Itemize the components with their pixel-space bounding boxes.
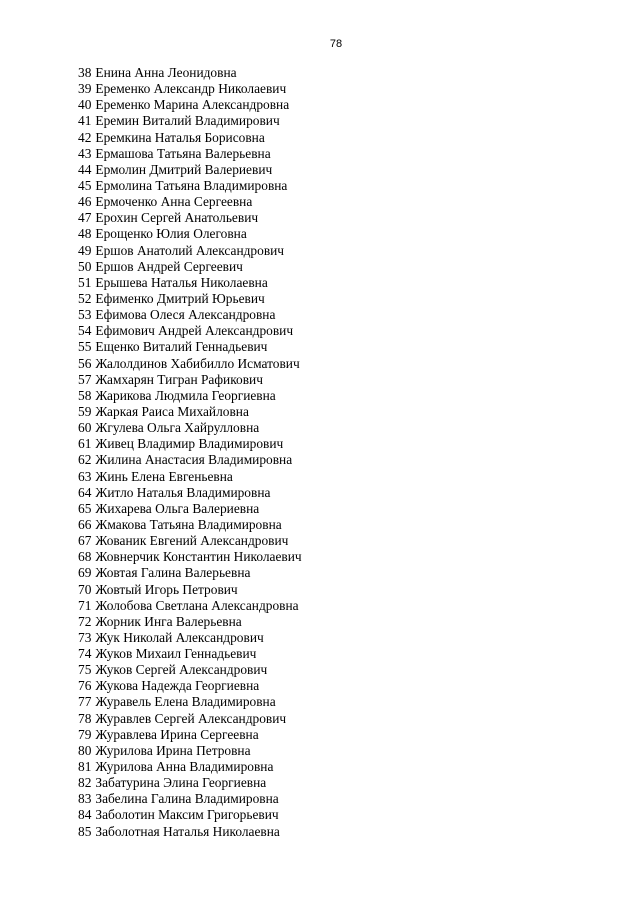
entry-number: 81 bbox=[78, 759, 92, 775]
list-item bbox=[78, 162, 302, 178]
entry-number: 38 bbox=[78, 65, 92, 80]
entry-number: 58 bbox=[78, 387, 92, 403]
list-item bbox=[78, 727, 302, 743]
entry-full-name: Журилова Анна Владимировна bbox=[95, 759, 274, 775]
list-item bbox=[78, 226, 302, 242]
list-item bbox=[78, 275, 302, 291]
entry-full-name: Жовтая Галина Валерьевна bbox=[95, 565, 251, 581]
list-item bbox=[78, 339, 302, 355]
entry-full-name: Ещенко Виталий Геннадьевич bbox=[95, 339, 268, 355]
entry-number: 79 bbox=[78, 726, 92, 742]
list-item bbox=[78, 81, 302, 97]
entry-full-name: Жинь Елена Евгеньевна bbox=[95, 468, 233, 484]
entry-number: 52 bbox=[78, 290, 92, 306]
list-item bbox=[78, 436, 302, 452]
page-number: 78 bbox=[329, 38, 343, 50]
entry-number: 67 bbox=[78, 533, 92, 549]
entry-full-name: Жаркая Раиса Михайловна bbox=[95, 403, 249, 419]
list-item bbox=[78, 630, 302, 646]
list-item bbox=[78, 743, 302, 759]
entry-number: 83 bbox=[78, 791, 92, 807]
list-item bbox=[78, 533, 302, 549]
entry-number: 48 bbox=[78, 226, 92, 242]
list-item bbox=[78, 549, 302, 565]
name-list bbox=[78, 65, 302, 840]
entry-full-name: Ефименко Дмитрий Юрьевич bbox=[95, 290, 265, 306]
entry-number: 40 bbox=[78, 97, 92, 113]
entry-number: 44 bbox=[78, 161, 92, 177]
list-item bbox=[78, 711, 302, 727]
entry-full-name: Забатурина Элина Георгиевна bbox=[95, 775, 267, 791]
entry-number: 68 bbox=[78, 549, 92, 565]
entry-number: 57 bbox=[78, 371, 92, 387]
entry-full-name: Жук Николай Александрович bbox=[95, 629, 264, 645]
list-item bbox=[78, 646, 302, 662]
entry-full-name: Ерощенко Юлия Олеговна bbox=[95, 226, 247, 242]
entry-number: 69 bbox=[78, 565, 92, 581]
list-item bbox=[78, 662, 302, 678]
list-item bbox=[78, 65, 302, 81]
entry-full-name: Жамхарян Тигран Рафикович bbox=[95, 371, 263, 387]
entry-full-name: Енина Анна Леонидовна bbox=[95, 65, 237, 80]
entry-number: 39 bbox=[78, 81, 92, 97]
entry-number: 55 bbox=[78, 339, 92, 355]
entry-number: 51 bbox=[78, 274, 92, 290]
list-item bbox=[78, 614, 302, 630]
entry-full-name: Ермашова Татьяна Валерьевна bbox=[95, 145, 271, 161]
entry-full-name: Жукова Надежда Георгиевна bbox=[95, 678, 260, 694]
list-item bbox=[78, 791, 302, 807]
entry-number: 74 bbox=[78, 646, 92, 662]
entry-number: 76 bbox=[78, 678, 92, 694]
entry-full-name: Живец Владимир Владимирович bbox=[95, 436, 284, 452]
entry-full-name: Жгулева Ольга Хайрулловна bbox=[95, 420, 260, 436]
entry-number: 42 bbox=[78, 129, 92, 145]
entry-full-name: Жуков Сергей Александрович bbox=[95, 662, 268, 678]
list-item bbox=[78, 210, 302, 226]
list-item bbox=[78, 259, 302, 275]
entry-full-name: Еремкина Наталья Борисовна bbox=[95, 129, 265, 145]
list-item bbox=[78, 97, 302, 113]
entry-full-name: Журавлева Ирина Сергеевна bbox=[95, 726, 259, 742]
entry-number: 71 bbox=[78, 597, 92, 613]
list-item bbox=[78, 178, 302, 194]
entry-number: 61 bbox=[78, 436, 92, 452]
entry-full-name: Еременко Марина Александровна bbox=[95, 97, 290, 113]
entry-full-name: Жалолдинов Хабибилло Исматович bbox=[95, 355, 300, 371]
entry-full-name: Жилина Анастасия Владимировна bbox=[95, 452, 293, 468]
entry-number: 82 bbox=[78, 775, 92, 791]
list-item bbox=[78, 404, 302, 420]
entry-full-name: Жованик Евгений Александрович bbox=[95, 533, 289, 549]
list-item bbox=[78, 678, 302, 694]
entry-full-name: Еременко Александр Николаевич bbox=[95, 81, 287, 97]
list-item bbox=[78, 130, 302, 146]
list-item bbox=[78, 565, 302, 581]
list-item bbox=[78, 775, 302, 791]
entry-number: 75 bbox=[78, 662, 92, 678]
list-item bbox=[78, 517, 302, 533]
list-item bbox=[78, 694, 302, 710]
entry-full-name: Заболотин Максим Григорьевич bbox=[95, 807, 279, 823]
entry-number: 85 bbox=[78, 823, 92, 839]
entry-number: 49 bbox=[78, 242, 92, 258]
list-item bbox=[78, 194, 302, 210]
entry-full-name: Жмакова Татьяна Владимировна bbox=[95, 516, 282, 532]
entry-number: 72 bbox=[78, 613, 92, 629]
list-item bbox=[78, 582, 302, 598]
entry-full-name: Ерышева Наталья Николаевна bbox=[95, 274, 268, 290]
entry-full-name: Забелина Галина Владимировна bbox=[95, 791, 279, 807]
entry-number: 45 bbox=[78, 177, 92, 193]
entry-full-name: Журавлев Сергей Александрович bbox=[95, 710, 287, 726]
entry-full-name: Жарикова Людмила Георгиевна bbox=[95, 387, 276, 403]
entry-number: 70 bbox=[78, 581, 92, 597]
entry-number: 60 bbox=[78, 420, 92, 436]
list-item bbox=[78, 807, 302, 823]
entry-full-name: Ершов Андрей Сергеевич bbox=[95, 258, 243, 274]
entry-number: 78 bbox=[78, 710, 92, 726]
list-item bbox=[78, 501, 302, 517]
entry-number: 62 bbox=[78, 452, 92, 468]
entry-full-name: Жихарева Ольга Валериевна bbox=[95, 500, 260, 516]
list-item bbox=[78, 469, 302, 485]
list-item bbox=[78, 598, 302, 614]
entry-number: 64 bbox=[78, 484, 92, 500]
entry-full-name: Ершов Анатолий Александрович bbox=[95, 242, 285, 258]
entry-full-name: Жорник Инга Валерьевна bbox=[95, 613, 242, 629]
list-item bbox=[78, 485, 302, 501]
entry-number: 41 bbox=[78, 113, 92, 129]
entry-full-name: Жовтый Игорь Петрович bbox=[95, 581, 238, 597]
entry-number: 59 bbox=[78, 403, 92, 419]
list-item bbox=[78, 291, 302, 307]
entry-full-name: Жовнерчик Константин Николаевич bbox=[95, 549, 302, 565]
entry-number: 84 bbox=[78, 807, 92, 823]
entry-full-name: Журавель Елена Владимировна bbox=[95, 694, 276, 710]
entry-full-name: Жуков Михаил Геннадьевич bbox=[95, 646, 257, 662]
entry-number: 66 bbox=[78, 516, 92, 532]
entry-full-name: Жолобова Светлана Александровна bbox=[95, 597, 299, 613]
entry-full-name: Ермоченко Анна Сергеевна bbox=[95, 194, 253, 210]
entry-number: 56 bbox=[78, 355, 92, 371]
list-item bbox=[78, 307, 302, 323]
entry-full-name: Заболотная Наталья Николаевна bbox=[95, 823, 280, 839]
list-item bbox=[78, 356, 302, 372]
list-item bbox=[78, 372, 302, 388]
entry-full-name: Ефимова Олеся Александровна bbox=[95, 307, 276, 323]
entry-full-name: Житло Наталья Владимировна bbox=[95, 484, 271, 500]
list-item bbox=[78, 243, 302, 259]
entry-number: 73 bbox=[78, 629, 92, 645]
entry-number: 77 bbox=[78, 694, 92, 710]
entry-full-name: Ефимович Андрей Александрович bbox=[95, 323, 294, 339]
entry-number: 80 bbox=[78, 742, 92, 758]
list-item bbox=[78, 323, 302, 339]
entry-number: 50 bbox=[78, 258, 92, 274]
list-item bbox=[78, 824, 302, 840]
list-item bbox=[78, 452, 302, 468]
entry-full-name: Ермолин Дмитрий Валериевич bbox=[95, 161, 273, 177]
entry-full-name: Ермолина Татьяна Владимировна bbox=[95, 177, 288, 193]
list-item bbox=[78, 146, 302, 162]
entry-full-name: Журилова Ирина Петровна bbox=[95, 742, 251, 758]
list-item bbox=[78, 388, 302, 404]
list-item bbox=[78, 420, 302, 436]
entry-number: 65 bbox=[78, 500, 92, 516]
entry-number: 43 bbox=[78, 145, 92, 161]
entry-number: 47 bbox=[78, 210, 92, 226]
list-item bbox=[78, 759, 302, 775]
entry-number: 54 bbox=[78, 323, 92, 339]
entry-full-name: Ерохин Сергей Анатольевич bbox=[95, 210, 259, 226]
entry-number: 63 bbox=[78, 468, 92, 484]
entry-number: 53 bbox=[78, 307, 92, 323]
list-item bbox=[78, 113, 302, 129]
entry-number: 46 bbox=[78, 194, 92, 210]
entry-full-name: Еремин Виталий Владимирович bbox=[95, 113, 280, 129]
